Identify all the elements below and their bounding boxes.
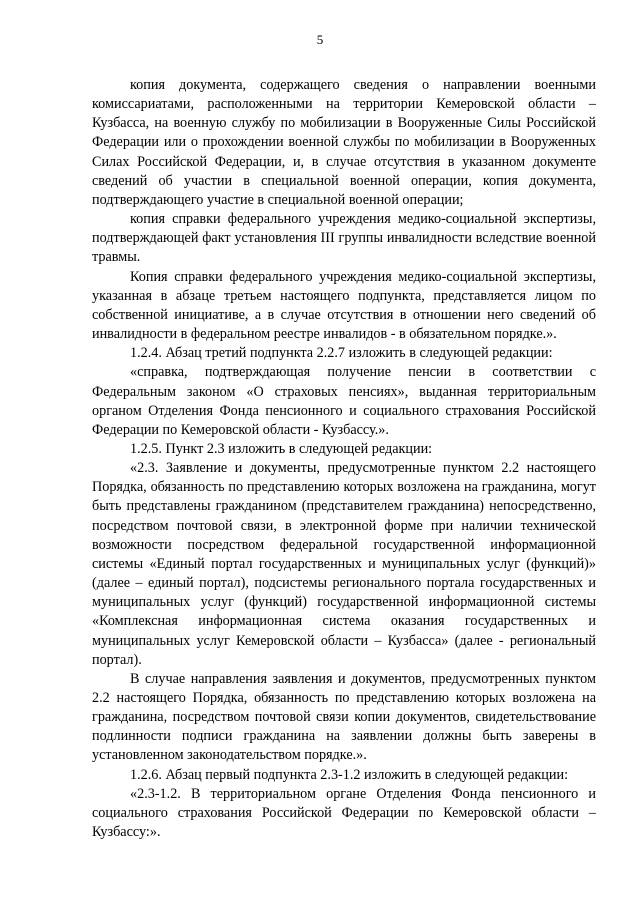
paragraph-item-1-2-5: 1.2.5. Пункт 2.3 изложить в следующей редакции: xyxy=(130,440,433,457)
paragraph-item-1-2-6: 1.2.6. Абзац первый подпункта 2.3-1.2 изложить в следующей редакции: xyxy=(130,766,569,783)
paragraph-certificate-submission: Копия справки федерального учреждения медико-социальной экспертизы, указанная в абзаце третьем настоящего подпункта, представляется лицом по собственной инициативе, а в случае отсутствия в отношении него сведений об инвалидности в федеральном реестре инвалидов - в обязательном порядке.». xyxy=(92,268,596,343)
paragraph-postal-submission: В случае направления заявления и документов, предусмотренных пунктом 2.2 настоящего Порядка, обязанность по представлению которых возложена на гражданина, посредством почтовой связи копии документов, свидетельствование подлинности подписи гражданина на заявлении должны быть заверены в установленном законодательством порядке.». xyxy=(92,670,596,764)
page-number: 5 xyxy=(316,32,324,47)
paragraph-clause-2-3-1-2: «2.3-1.2. В территориальном органе Отделения Фонда пенсионного и социального страхования Российской Федерации по Кемеровской области – Кузбассу:». xyxy=(92,785,596,841)
paragraph-disability-certificate: копия справки федерального учреждения медико-социальной экспертизы, подтверждающей факт установления III группы инвалидности вследствие военной травмы. xyxy=(92,211,596,266)
paragraph-military-service-copy: копия документа, содержащего сведения о направлении военными комиссариатами, расположенными на территории Кемеровской области – Кузбасса, на военную службу по мобилизации в Вооруженные Силы Российской Федерации или о прохождении военной службы по мобилизации в Вооруженных Силах Российской Федерации, и, в случае отсутствия в указанном документе сведений об участии в специальной военной операции, копия документа, подтверждающего участие в специальной военной операции; xyxy=(92,77,596,208)
paragraph-clause-2-3: «2.3. Заявление и документы, предусмотренные пунктом 2.2 настоящего Порядка, обязанность по представлению которых возложена на гражданина, могут быть представлены гражданином (представителем гражданина) непосредственно, посредством почтовой связи, в электронной форме при наличии технической возможности посредством федеральной государственной информационной системы «Единый портал государственных и муниципальных услуг (функций)» (далее – единый портал), подсистемы регионального портала государственных и муниципальных услуг (функций) государственной информационной системы «Комплексная информационная система оказания государственных и муниципальных услуг Кемеровской области – Кузбасса» (далее - региональный портал). xyxy=(92,460,596,668)
paragraph-pension-certificate: «справка, подтверждающая получение пенсии в соответствии с Федеральным законом «О страховых пенсиях», выданная территориальным органом Отделения Фонда пенсионного и социального страхования Российской Федерации по Кемеровской области - Кузбассу.». xyxy=(92,364,596,438)
document-body xyxy=(92,76,596,842)
paragraph-item-1-2-4: 1.2.4. Абзац третий подпункта 2.2.7 изложить в следующей редакции: xyxy=(130,345,553,362)
